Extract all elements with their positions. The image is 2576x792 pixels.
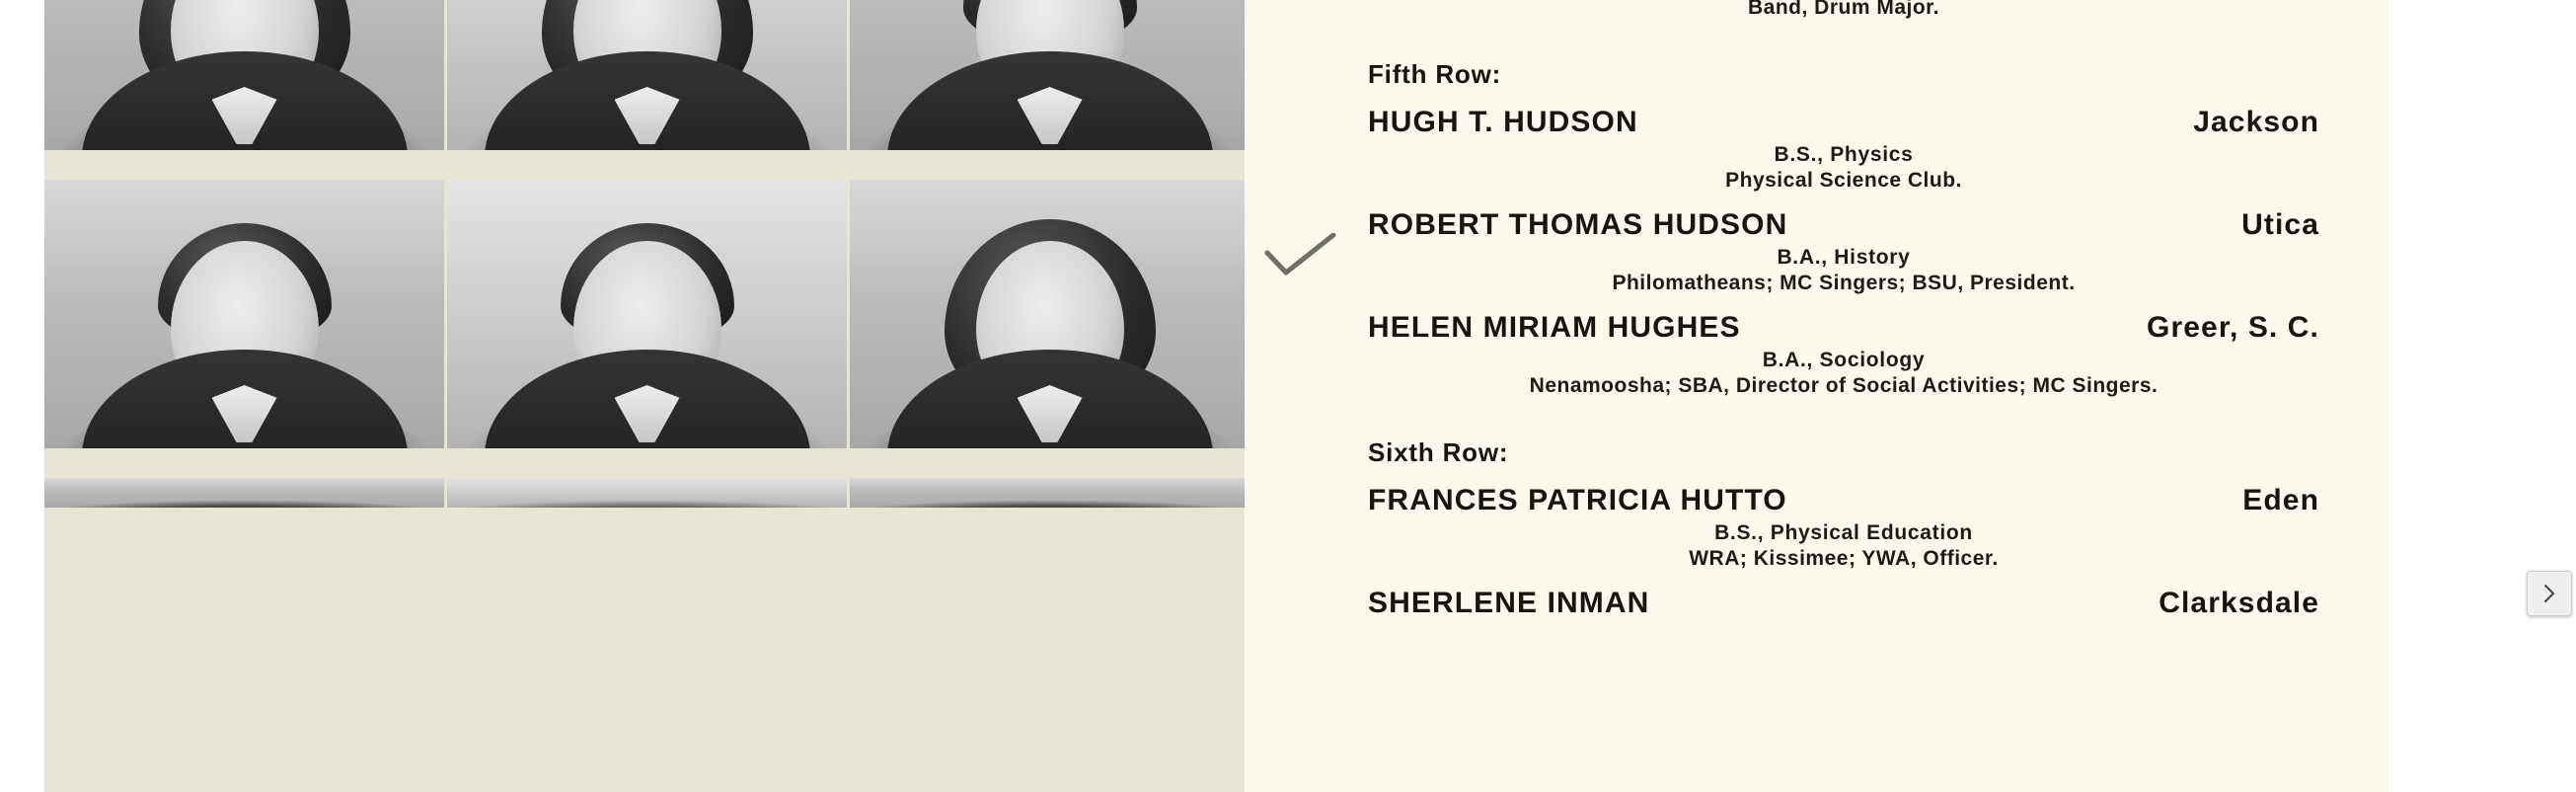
entry-activities: Philomatheans; MC Singers; BSU, President. — [1612, 272, 2076, 294]
entry-degree: B.A., History — [1777, 246, 1911, 269]
entry-activities: Band, Drum Major. — [1747, 0, 1940, 19]
row-heading-sixth: Sixth Row: — [1368, 437, 1509, 467]
portrait-photo — [447, 478, 847, 508]
entry-degree: B.S., Physical Education — [1714, 521, 1973, 544]
portrait-photo — [44, 478, 444, 508]
entry-degree: B.S., Physics — [1774, 143, 1914, 166]
entry-name-line — [1368, 208, 2319, 242]
entry-name-line — [1368, 106, 2319, 139]
entry-partial-top — [1368, 0, 2319, 20]
entry-hometown: Greer, S. C. — [2147, 311, 2319, 344]
entry-activities: WRA; Kissimee; YWA, Officer. — [1689, 547, 1999, 570]
chevron-right-icon — [2541, 584, 2557, 603]
page-left-margin — [0, 0, 44, 792]
entry-name-line — [1368, 484, 2319, 517]
entry-name: FRANCES PATRICIA HUTTO — [1368, 484, 1787, 516]
entry-name: HUGH T. HUDSON — [1368, 106, 1638, 138]
portrait-photo — [447, 180, 847, 448]
entry-name: ROBERT THOMAS HUDSON — [1368, 208, 1788, 241]
entry-robert-thomas-hudson — [1368, 208, 2319, 295]
listing-text-column — [1245, 0, 2388, 792]
entry-hugh-t-hudson — [1368, 106, 2319, 193]
entry-name: SHERLENE INMAN — [1368, 587, 1650, 619]
entry-activities: Physical Science Club. — [1725, 169, 1962, 192]
entry-name-line — [1368, 311, 2319, 345]
entry-name-line — [1368, 587, 2319, 620]
portrait-photo — [850, 478, 1250, 508]
portrait-grid — [44, 0, 1245, 747]
portrait-photo — [44, 0, 444, 150]
portrait-photo — [44, 180, 444, 448]
entry-sherlene-inman — [1368, 587, 2319, 620]
next-page-button[interactable] — [2527, 571, 2572, 616]
entry-frances-patricia-hutto — [1368, 484, 2319, 571]
row-heading-fifth: Fifth Row: — [1368, 59, 1502, 89]
entry-degree: B.A., Sociology — [1762, 349, 1926, 371]
portrait-photo — [447, 0, 847, 150]
entry-hometown: Utica — [2241, 208, 2319, 241]
entry-hometown: Clarksdale — [2159, 587, 2319, 619]
entry-hometown: Eden — [2242, 484, 2319, 516]
entry-helen-miriam-hughes — [1368, 311, 2319, 398]
entry-hometown: Jackson — [2193, 106, 2319, 138]
portrait-photo — [850, 0, 1250, 150]
entry-activities: Nenamoosha; SBA, Director of Social Activities; MC Singers. — [1529, 374, 2159, 397]
page-right-margin — [2388, 0, 2576, 792]
portrait-photo — [850, 180, 1250, 448]
portrait-grid-column — [44, 0, 1245, 792]
entry-name: HELEN MIRIAM HUGHES — [1368, 311, 1741, 344]
yearbook-page-scan — [44, 0, 2388, 792]
